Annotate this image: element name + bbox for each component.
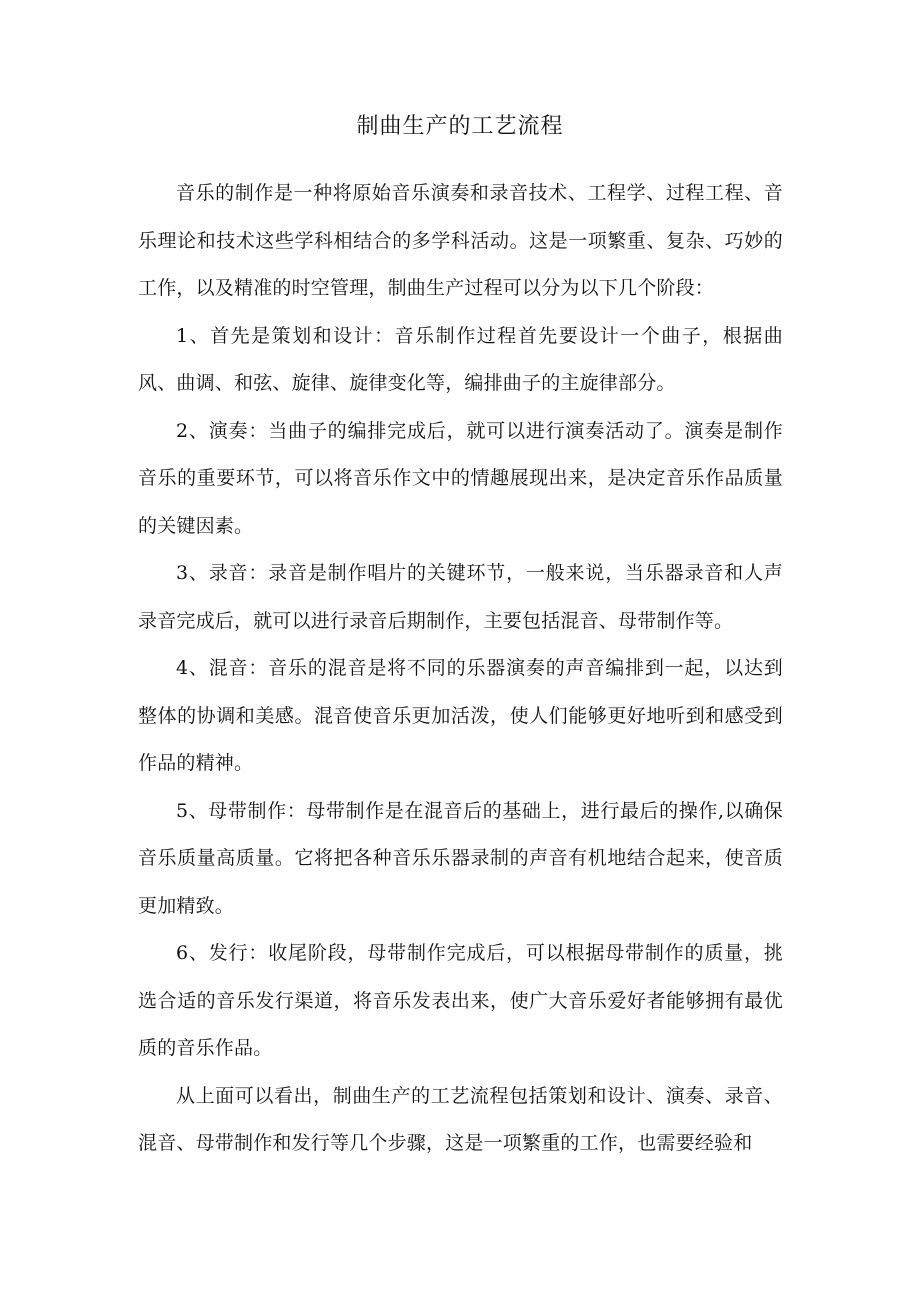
document-title: 制曲生产的工艺流程 (356, 114, 564, 139)
paragraph-step-5-mastering: 5、母带制作：母带制作是在混音后的基础上，进行最后的操作,以确保音乐质量高质量。它将把各种音乐乐器录制的声音有机地结合起来，使音质更加精致。 (138, 799, 783, 917)
paragraph-step-6-release: 6、发行：收尾阶段，母带制作完成后，可以根据母带制作的质量，挑选合适的音乐发行渠道，将音乐发表出来，使广大音乐爱好者能够拥有最优质的音乐作品。 (138, 942, 783, 1059)
paragraph-step-2-performance: 2、演奏：当曲子的编排完成后，就可以进行演奏活动了。演奏是制作音乐的重要环节，可以将音乐作文中的情趣展现出来，是决定音乐作品质量的关键因素。 (138, 419, 783, 537)
paragraph-step-3-recording: 3、录音：录音是制作唱片的关键环节，一般来说，当乐器录音和人声录音完成后，就可以进行录音后期制作，主要包括混音、母带制作等。 (138, 562, 783, 632)
paragraph-summary: 从上面可以看出，制曲生产的工艺流程包括策划和设计、演奏、录音、混音、母带制作和发行等几个步骤，这是一项繁重的工作，也需要经验和 (138, 1084, 783, 1154)
paragraph-intro: 音乐的制作是一种将原始音乐演奏和录音技术、工程学、过程工程、音乐理论和技术这些学科相结合的多学科活动。这是一项繁重、复杂、巧妙的工作，以及精准的时空管理，制曲生产过程可以分为以下几个阶段： (138, 182, 783, 299)
document-body (138, 170, 783, 1168)
paragraph-step-4-mixing: 4、混音：音乐的混音是将不同的乐器演奏的声音编排到一起，以达到整体的协调和美感。混音使音乐更加活泼，使人们能够更好地听到和感受到作品的精神。 (138, 657, 783, 774)
paragraph-step-1-planning: 1、首先是策划和设计：音乐制作过程首先要设计一个曲子，根据曲风、曲调、和弦、旋律、旋律变化等，编排曲子的主旋律部分。 (138, 324, 783, 394)
